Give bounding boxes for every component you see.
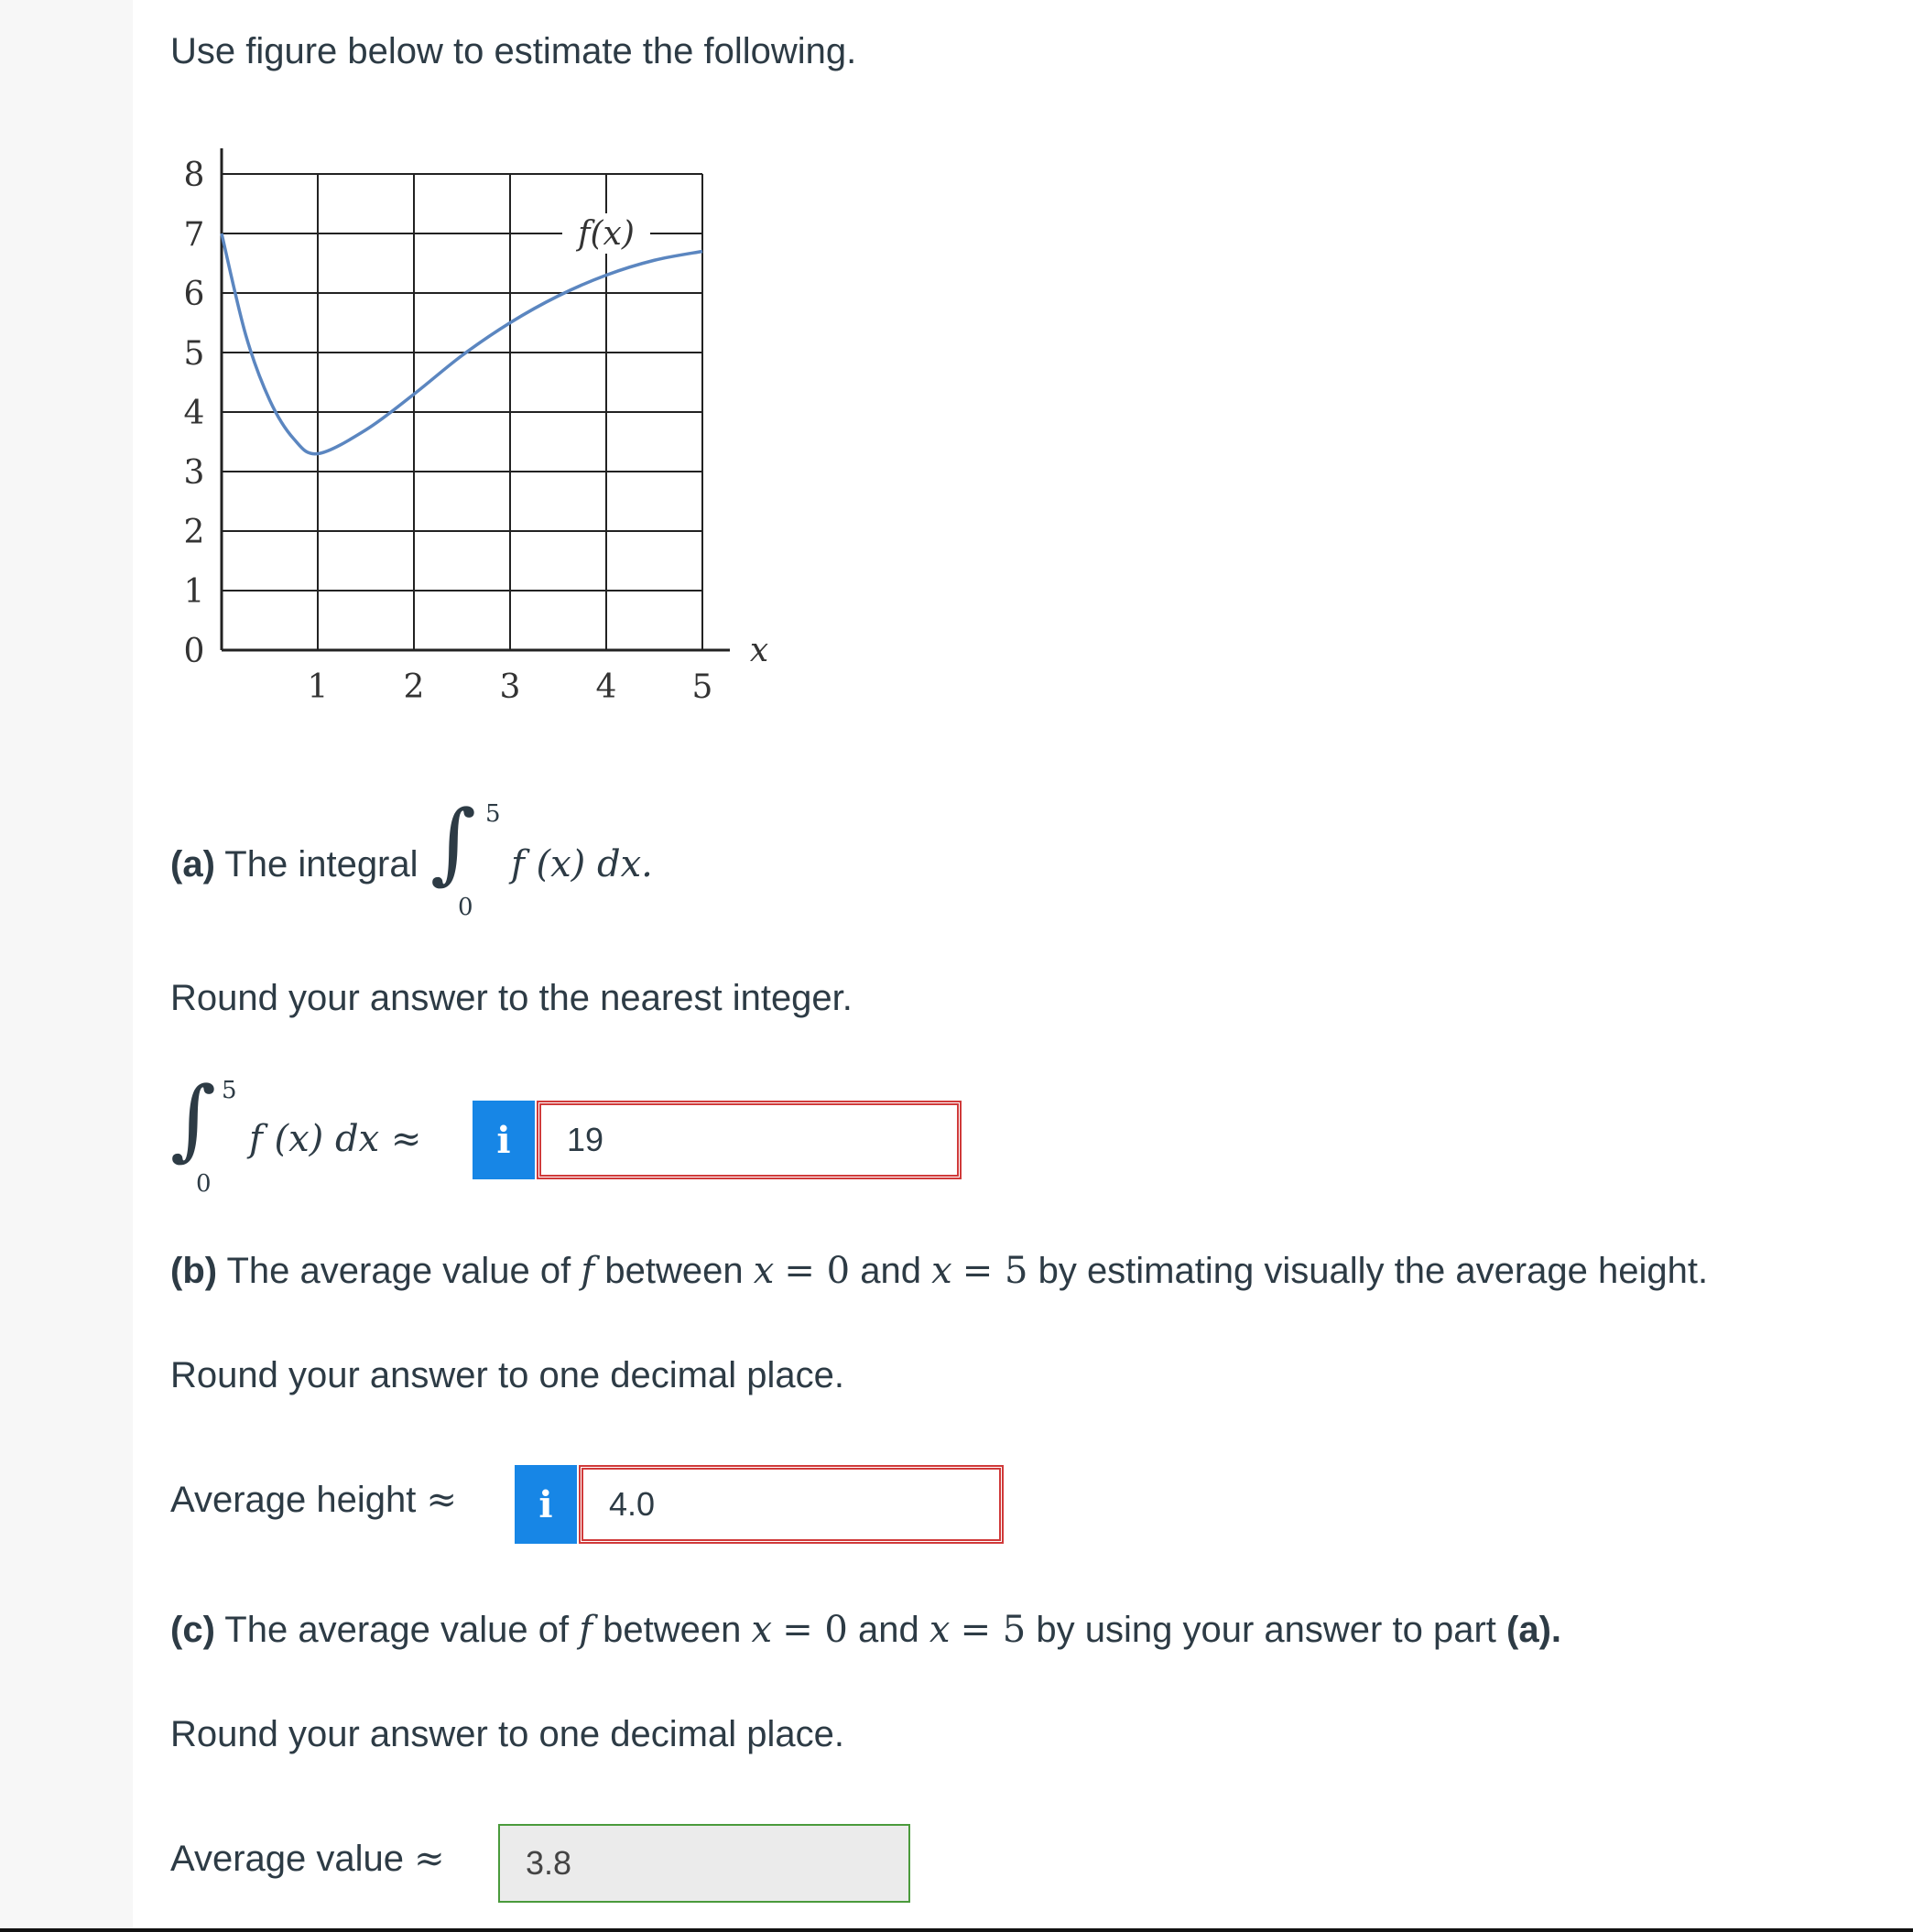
bottom-border <box>0 1928 1913 1932</box>
integral-lower-limit: 0 <box>196 1170 212 1198</box>
part-c-label: (c) <box>170 1610 215 1650</box>
equals-zero: = 0 <box>784 1250 851 1292</box>
equals-five: = 5 <box>962 1250 1028 1292</box>
part-c-text: by using your answer to part <box>1036 1610 1496 1650</box>
part-b-text: and <box>860 1251 921 1291</box>
x-tick-label: 3 <box>499 668 521 706</box>
x-tick-label: 2 <box>403 668 425 706</box>
y-tick-label: 8 <box>183 157 205 194</box>
integral-upper-limit: 5 <box>485 800 501 828</box>
y-tick-label: 6 <box>183 276 205 313</box>
integral-answer-input[interactable]: 19 <box>537 1101 962 1179</box>
part-a-text: The integral <box>224 844 418 885</box>
curve-label: f(x) <box>578 215 635 253</box>
integral-lower-limit: 0 <box>458 894 473 921</box>
x-axis-label: x <box>749 632 769 669</box>
function-curve <box>222 233 702 454</box>
average-height-input[interactable]: 4.0 <box>579 1465 1004 1544</box>
part-b-text: by estimating visually the average height. <box>1038 1251 1709 1291</box>
answer-a-integrand: f (x) dx ≈ <box>249 1118 422 1160</box>
x-tick-label: 5 <box>691 668 713 706</box>
y-tick-label: 7 <box>183 216 205 254</box>
part-a-label: (a) <box>170 844 215 885</box>
answer-label: Average value <box>170 1839 404 1879</box>
variable-x: x <box>929 1609 951 1651</box>
equals-five: = 5 <box>960 1609 1027 1651</box>
function-graph <box>156 137 797 723</box>
approx-symbol: ≈ <box>414 1838 445 1880</box>
intro-text: Use figure below to estimate the following. <box>170 31 857 71</box>
part-b-text: The average value of <box>226 1251 571 1291</box>
part-a-instruction: Round your answer to the nearest integer. <box>170 978 853 1018</box>
y-tick-label: 5 <box>183 335 205 373</box>
y-tick-label: 2 <box>183 514 205 551</box>
x-tick-label: 4 <box>595 668 617 706</box>
approx-symbol: ≈ <box>426 1479 457 1521</box>
part-c-prompt <box>170 1608 1561 1652</box>
y-tick-label: 3 <box>183 454 205 492</box>
part-b-label: (b) <box>170 1251 218 1291</box>
variable-x: x <box>931 1250 952 1292</box>
part-b-prompt <box>170 1249 1708 1293</box>
part-c-text: and <box>858 1610 919 1650</box>
integral-sign: ∫ <box>430 791 477 894</box>
average-value-label <box>170 1837 445 1881</box>
x-tick-label: 1 <box>307 668 329 706</box>
variable-x: x <box>753 1250 775 1292</box>
integral-sign: ∫ <box>170 1068 217 1170</box>
variable-x: x <box>751 1609 773 1651</box>
average-height-label <box>170 1478 457 1522</box>
average-value-input[interactable]: 3.8 <box>498 1824 910 1903</box>
part-c-text: The average value of <box>224 1610 570 1650</box>
y-tick-label: 0 <box>183 633 205 670</box>
y-tick-label: 4 <box>183 395 205 432</box>
left-gutter <box>0 0 133 1932</box>
part-a-prompt <box>170 842 418 886</box>
part-c-instruction: Round your answer to one decimal place. <box>170 1714 844 1754</box>
info-icon[interactable]: i <box>515 1465 577 1544</box>
function-symbol: f <box>581 1250 595 1292</box>
answer-label: Average height <box>170 1480 417 1520</box>
part-reference: (a). <box>1506 1610 1561 1650</box>
part-b-instruction: Round your answer to one decimal place. <box>170 1355 844 1395</box>
info-icon[interactable]: i <box>473 1101 535 1179</box>
function-symbol: f <box>579 1609 593 1651</box>
y-tick-label: 1 <box>183 573 205 611</box>
part-a-integrand: f (x) dx. <box>511 843 653 885</box>
part-b-text: between <box>604 1251 744 1291</box>
part-c-text: between <box>603 1610 742 1650</box>
equals-zero: = 0 <box>782 1609 848 1651</box>
integral-upper-limit: 5 <box>222 1077 237 1104</box>
